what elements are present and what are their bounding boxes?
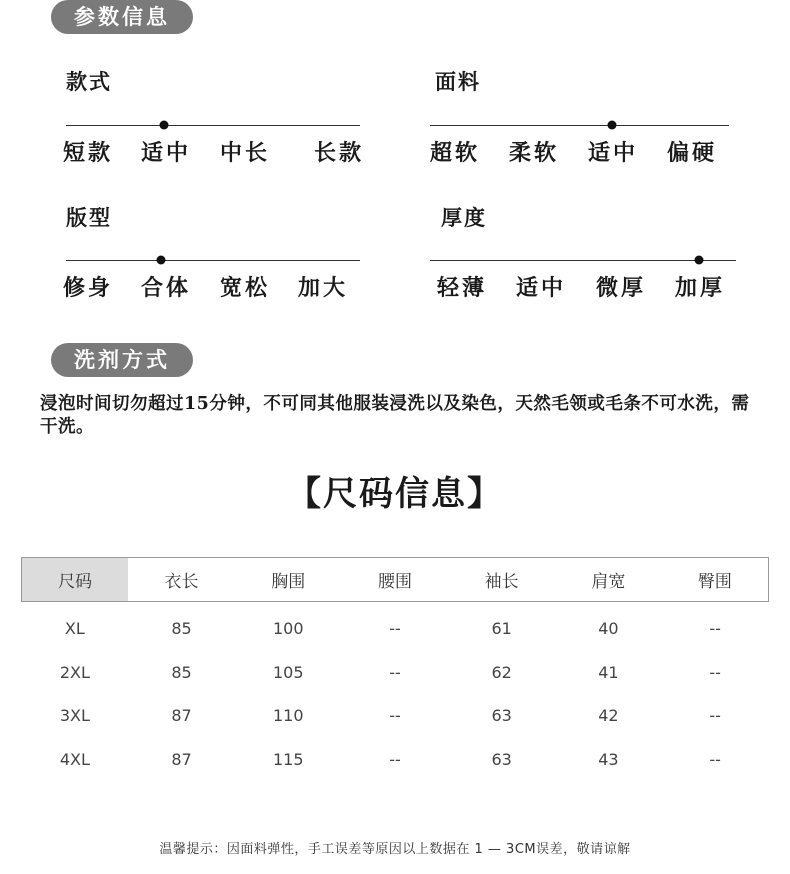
table-cell: 62 (491, 662, 512, 682)
table-cell: -- (389, 662, 401, 682)
param-scale-line-fabric (430, 125, 729, 126)
param-option: 适中 (588, 140, 639, 166)
param-option: 偏硬 (667, 140, 718, 166)
column-header: 臀围 (662, 558, 769, 602)
table-cell: -- (709, 662, 721, 682)
param-title-style: 款式 (66, 69, 112, 94)
param-scale-line-fit (66, 260, 360, 261)
table-cell: -- (709, 706, 721, 726)
param-option: 轻薄 (437, 275, 488, 301)
table-cell: 40 (598, 619, 619, 639)
size-info-title: 【尺码信息】 (287, 474, 503, 514)
param-option: 修身 (63, 275, 114, 301)
table-cell: 2XL (59, 662, 90, 682)
table-cell: 63 (491, 706, 512, 726)
params-section-tag: 参数信息 (51, 0, 193, 34)
table-cell: 115 (272, 749, 304, 769)
table-cell: 3XL (59, 706, 90, 726)
param-scale-line-thickness (430, 260, 736, 261)
table-cell: 87 (171, 706, 192, 726)
wash-section-tag: 洗剂方式 (51, 343, 193, 377)
param-marker-thickness (695, 256, 704, 265)
table-cell: -- (709, 749, 721, 769)
table-cell: 100 (272, 619, 304, 639)
param-option: 宽松 (220, 275, 271, 301)
param-option: 适中 (516, 275, 567, 301)
param-marker-fit (157, 256, 166, 265)
table-cell: 43 (598, 749, 619, 769)
wash-instructions: 浸泡时间切勿超过15分钟，不可同其他服装浸洗以及染色，天然毛领或毛条不可水洗，需干洗。 (40, 394, 750, 437)
table-cell: -- (389, 706, 401, 726)
param-option: 微厚 (596, 275, 647, 301)
param-option: 柔软 (509, 140, 560, 166)
table-row (22, 694, 769, 738)
table-row (22, 738, 769, 782)
param-option: 超软 (430, 140, 481, 166)
param-option: 合体 (141, 275, 192, 301)
table-cell: -- (389, 749, 401, 769)
table-cell: -- (709, 619, 721, 639)
param-title-fit: 版型 (66, 205, 112, 230)
param-option: 中长 (220, 140, 271, 166)
table-cell: 4XL (59, 749, 90, 769)
column-header: 衣长 (128, 558, 235, 602)
param-scale-line-style (66, 125, 360, 126)
table-row (22, 602, 769, 651)
table-row (22, 651, 769, 695)
param-option: 短款 (63, 140, 114, 166)
table-cell: 85 (171, 619, 192, 639)
param-option: 长款 (314, 140, 365, 166)
param-option: 适中 (141, 140, 192, 166)
table-cell: 61 (491, 619, 512, 639)
param-marker-style (160, 121, 169, 130)
table-cell: 87 (171, 749, 192, 769)
table-cell: 42 (598, 706, 619, 726)
column-header: 肩宽 (555, 558, 662, 602)
table-cell: 41 (598, 662, 619, 682)
param-marker-fabric (608, 121, 617, 130)
table-cell: 110 (272, 706, 304, 726)
param-title-fabric: 面料 (435, 69, 481, 94)
table-cell: -- (389, 619, 401, 639)
size-table-header-row (22, 558, 769, 602)
param-title-thickness: 厚度 (441, 205, 487, 230)
size-table (21, 557, 769, 781)
table-cell: 63 (491, 749, 512, 769)
table-cell: XL (64, 619, 85, 639)
column-header: 胸围 (235, 558, 342, 602)
table-cell: 85 (171, 662, 192, 682)
footnote: 温馨提示：因面料弹性，手工误差等原因以上数据在 1 — 3CM误差，敬请谅解 (159, 842, 631, 857)
table-cell: 105 (272, 662, 304, 682)
param-option: 加大 (298, 275, 349, 301)
column-header: 袖长 (448, 558, 555, 602)
param-option: 加厚 (675, 275, 726, 301)
column-header: 尺码 (22, 558, 129, 602)
column-header: 腰围 (342, 558, 449, 602)
